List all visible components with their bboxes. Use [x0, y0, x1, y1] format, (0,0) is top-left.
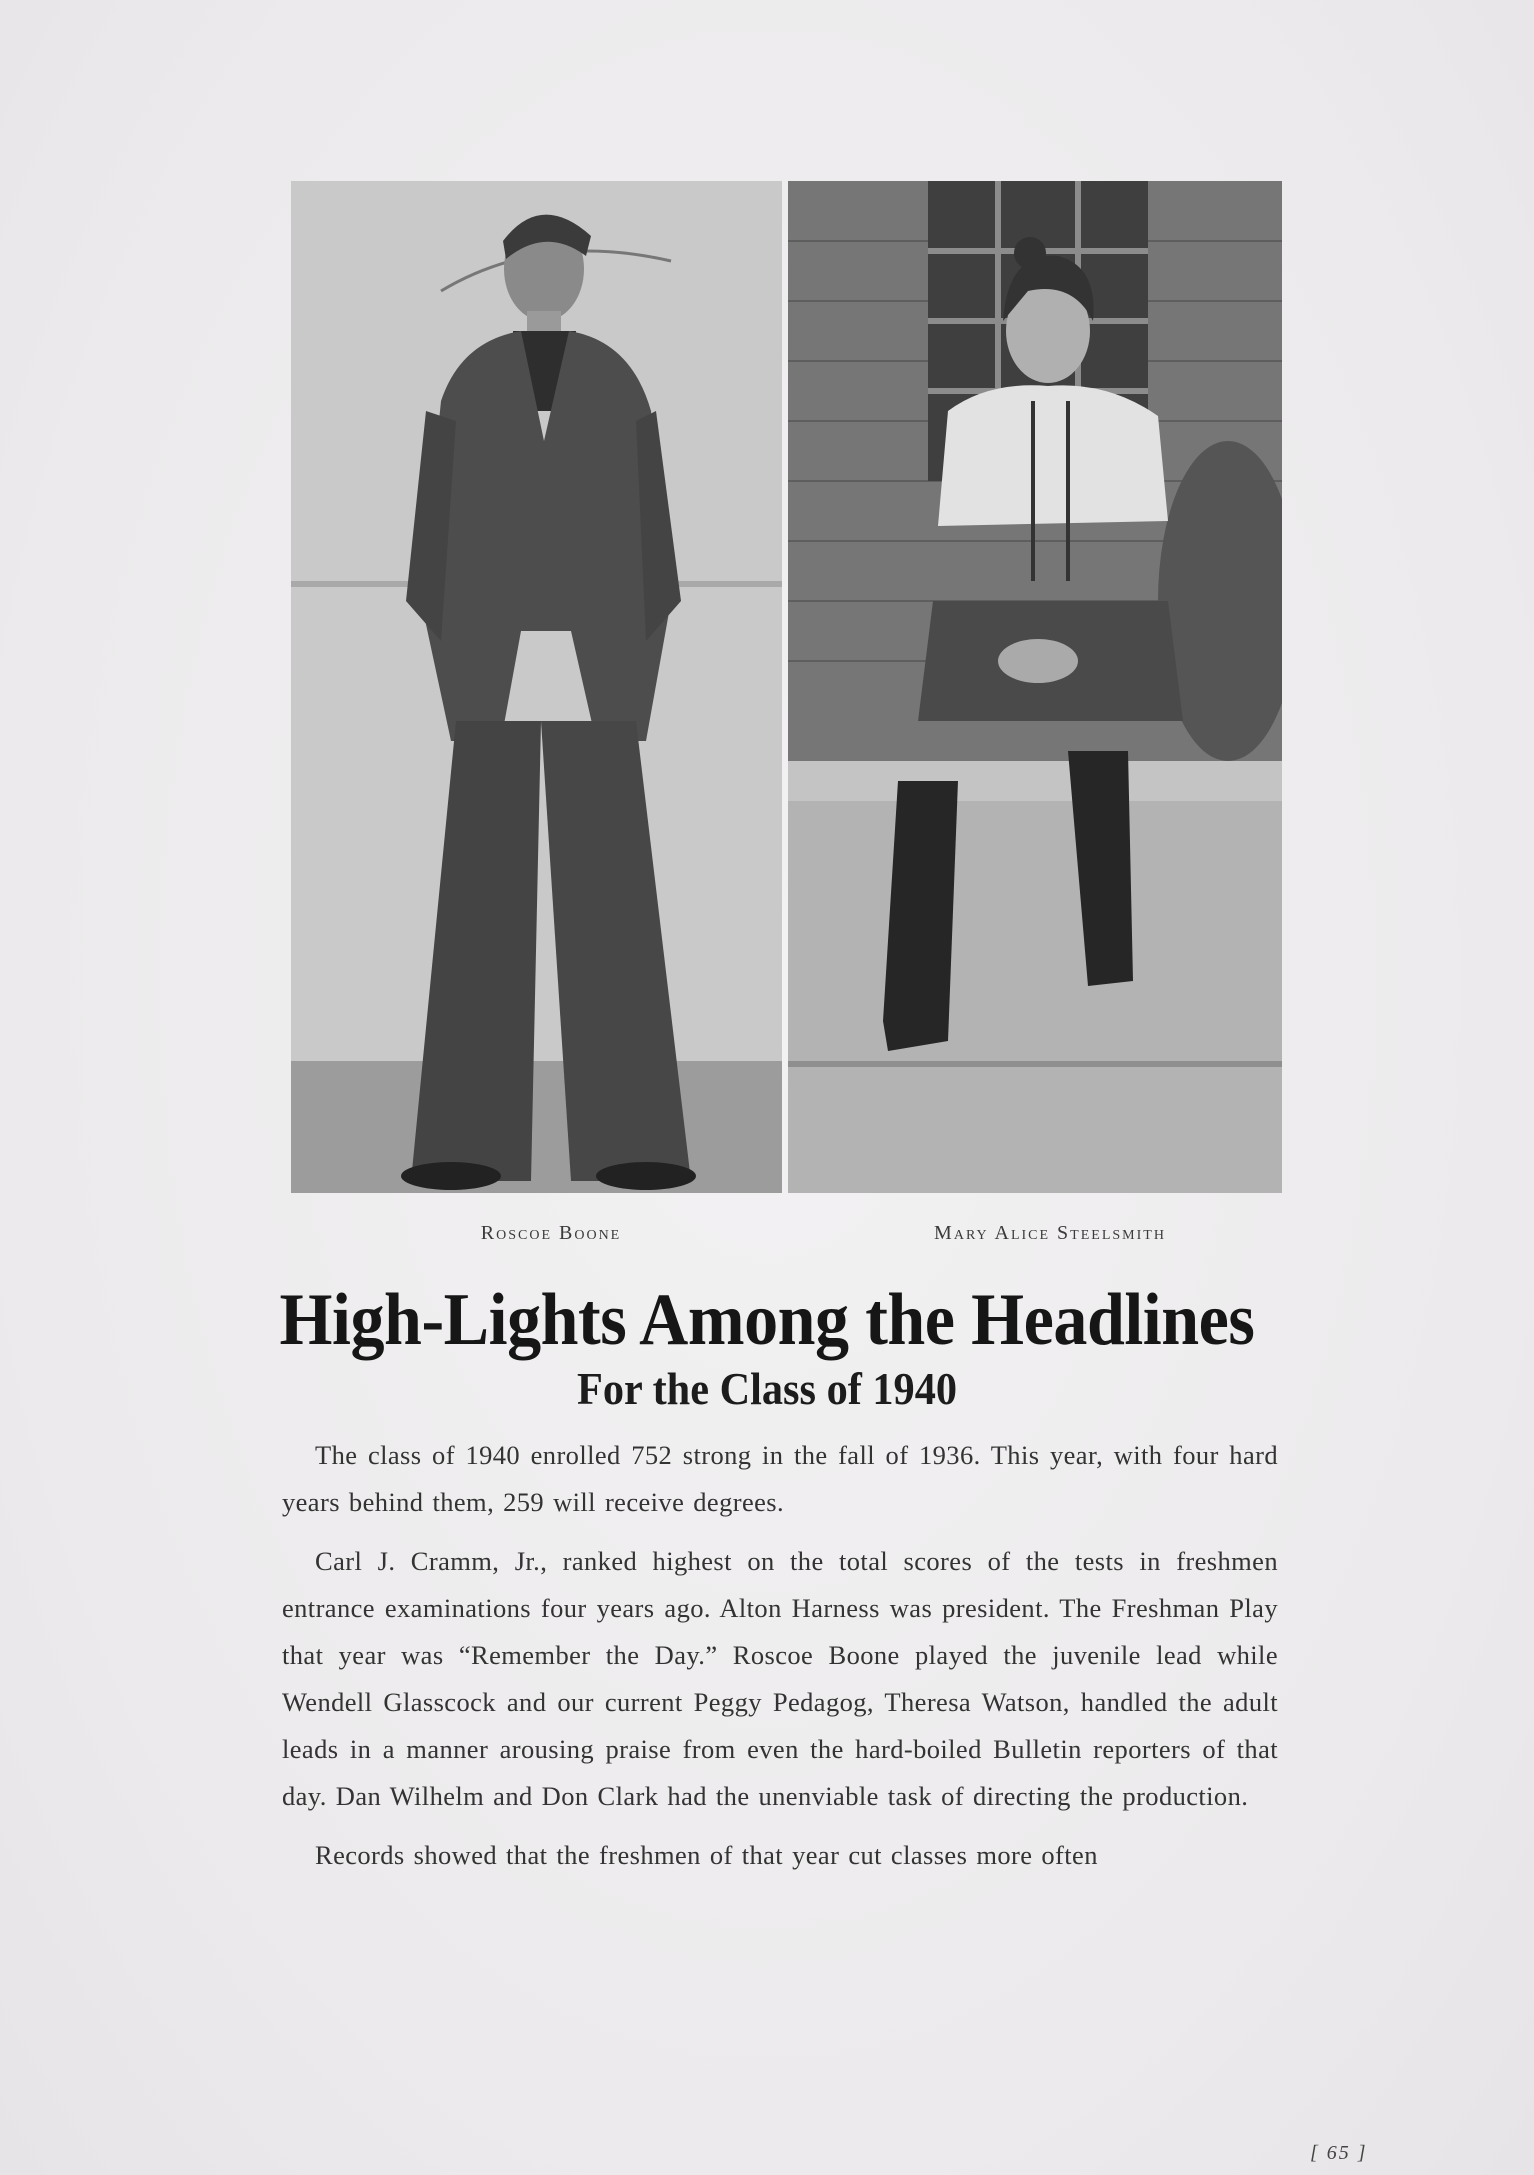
- photo-caption-right: Mary Alice Steelsmith: [934, 1222, 1166, 1244]
- photo-mary-alice-steelsmith: [788, 181, 1282, 1193]
- photo-caption-left: Roscoe Boone: [480, 1222, 622, 1244]
- page-number: [ 65 ]: [1310, 2142, 1368, 2164]
- paragraph: Carl J. Cramm, Jr., ranked highest on the total scores of the tests in freshmen entrance examinations four years ago. Alton Harness was president. The Freshman Play that year was “Remember the Day.” Roscoe Boone played the juvenile lead while Wendell Glasscock and our current Peggy Pedagog, Theresa Watson, handled the adult leads in a manner arousing praise from even the hard-boiled Bulletin reporters of that day. Dan Wilhelm and Don Clark had the unenviable task of directing the production.: [282, 1546, 1278, 1811]
- photo-roscoe-boone: [291, 181, 782, 1193]
- paragraph: The class of 1940 enrolled 752 strong in the fall of 1936. This year, with four hard years behind them, 259 will receive degrees.: [282, 1440, 1278, 1517]
- article-headline: High-Lights Among the Headlines: [279, 1279, 1255, 1361]
- article-subheadline: For the Class of 1940: [576, 1363, 958, 1414]
- paragraph: Records showed that the freshmen of that year cut classes more often: [315, 1840, 1098, 1870]
- article-body: [282, 1432, 1278, 1891]
